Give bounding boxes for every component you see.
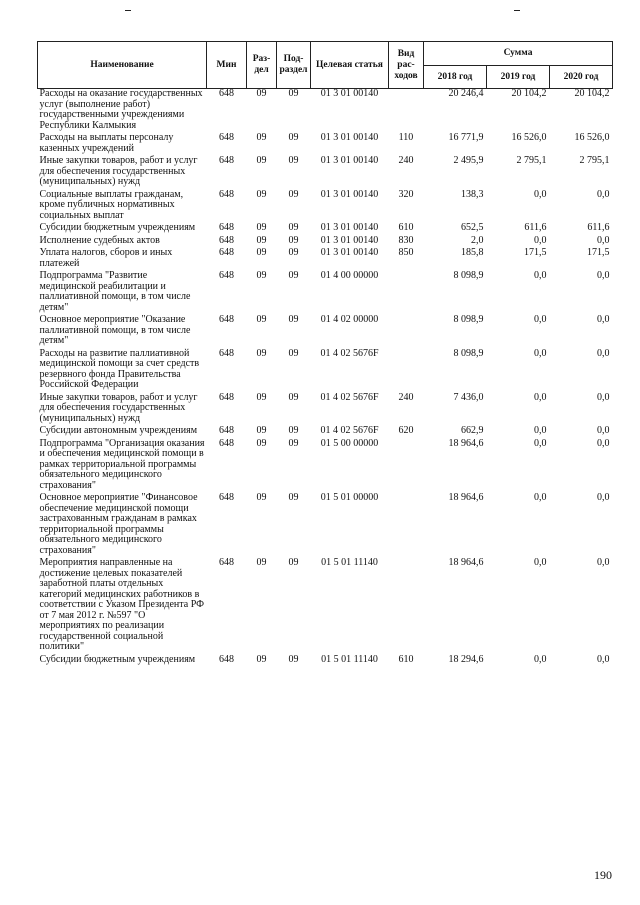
- row-name: Мероприятия направленные на достижение целевых показателей заработной платы отдельных категорий медицинских работников в соответствии с Указом Президента РФ от 7 мая 2012 г. №597 "О мероприятиях по реализации государственной социальной политики": [39, 557, 205, 652]
- row-name: Расходы на выплаты персоналу казенных учреждений: [39, 132, 174, 154]
- row-min: 648: [219, 132, 234, 143]
- table-row: [38, 349, 613, 393]
- top-mark-left: [125, 10, 131, 11]
- row-podrazdel: 09: [288, 314, 299, 325]
- row-vid-rashodov: [389, 439, 424, 494]
- row-razdel: 09: [256, 653, 267, 665]
- row-razdel: 09: [256, 492, 267, 503]
- row-tselevaya-statya: 01 4 02 00000: [320, 314, 379, 325]
- row-sum-2020: 2 795,1: [579, 155, 610, 166]
- header-vid-rashodov: Вид рас-ходов: [389, 42, 424, 89]
- row-sum-2019: 611,6: [524, 222, 547, 233]
- row-sum-2019: 0,0: [534, 188, 547, 200]
- header-summa: Сумма: [424, 42, 613, 66]
- row-tselevaya-statya: 01 3 01 00140: [320, 155, 379, 166]
- row-min: 648: [219, 425, 234, 436]
- row-podrazdel: 09: [288, 234, 299, 246]
- row-podrazdel: 09: [288, 132, 299, 143]
- row-razdel: 09: [256, 155, 267, 166]
- row-sum-2019: 171,5: [524, 247, 547, 258]
- row-razdel: 09: [256, 347, 267, 359]
- row-tselevaya-statya: 01 3 01 00140: [320, 188, 379, 200]
- header-tselevaya-statya: Целевая статья: [311, 42, 389, 89]
- row-sum-2018: 18 964,6: [448, 557, 484, 568]
- header-razdel: Раз-дел: [247, 42, 277, 89]
- header-year-2019: 2019 год: [487, 66, 550, 89]
- row-tselevaya-statya: 01 4 00 00000: [320, 270, 379, 281]
- table-row: [38, 271, 613, 315]
- header-min: Мин: [207, 42, 247, 89]
- row-vid-rashodov: 110: [398, 132, 414, 143]
- row-tselevaya-statya: 01 3 01 00140: [320, 222, 379, 233]
- row-sum-2020: 611,6: [587, 222, 610, 233]
- table-row: [38, 655, 613, 668]
- row-sum-2019: 16 526,0: [511, 132, 547, 143]
- row-sum-2018: 7 436,0: [453, 391, 484, 403]
- row-vid-rashodov: [389, 558, 424, 655]
- row-podrazdel: 09: [288, 437, 299, 449]
- row-tselevaya-statya: 01 5 01 00000: [320, 492, 379, 503]
- row-sum-2019: 0,0: [534, 557, 547, 568]
- row-tselevaya-statya: 01 4 02 5676F: [320, 347, 379, 359]
- row-sum-2020: 0,0: [597, 270, 610, 281]
- row-razdel: 09: [256, 234, 267, 246]
- row-sum-2019: 2 795,1: [516, 155, 547, 166]
- row-podrazdel: 09: [288, 188, 299, 200]
- row-sum-2019: 0,0: [534, 314, 547, 325]
- row-sum-2018: 18 964,6: [448, 437, 484, 449]
- row-sum-2019: 0,0: [534, 437, 547, 449]
- table-row: [38, 248, 613, 271]
- row-podrazdel: 09: [288, 391, 299, 403]
- row-vid-rashodov: [389, 315, 424, 349]
- table-row: [38, 439, 613, 494]
- row-sum-2020: 0,0: [597, 314, 610, 325]
- row-sum-2018: 8 098,9: [453, 270, 484, 281]
- row-sum-2020: 0,0: [597, 557, 610, 568]
- row-sum-2019: 0,0: [534, 653, 547, 665]
- row-vid-rashodov: 850: [398, 247, 414, 258]
- row-vid-rashodov: 610: [398, 653, 414, 665]
- row-min: 648: [219, 557, 234, 568]
- row-sum-2018: 2 495,9: [453, 155, 484, 166]
- row-tselevaya-statya: 01 3 01 00140: [320, 247, 379, 258]
- row-razdel: 09: [256, 247, 267, 258]
- row-vid-rashodov: [389, 493, 424, 558]
- row-razdel: 09: [256, 314, 267, 325]
- row-min: 648: [219, 270, 234, 281]
- row-sum-2019: 0,0: [534, 492, 547, 503]
- page-number: 190: [594, 868, 612, 882]
- row-min: 648: [219, 314, 234, 325]
- row-sum-2019: 20 104,2: [511, 88, 547, 99]
- row-name: Основное мероприятие "Финансовое обеспечение медицинской помощи застрахованным гражданам в рамках территориальной программы обязательного медицинского страхования": [39, 492, 198, 556]
- row-tselevaya-statya: 01 4 02 5676F: [320, 425, 379, 436]
- table-row: [38, 223, 613, 236]
- budget-table: [37, 41, 613, 667]
- table-row: [38, 315, 613, 349]
- row-sum-2020: 20 104,2: [574, 88, 610, 99]
- row-sum-2019: 0,0: [534, 347, 547, 359]
- top-mark-right: [514, 10, 520, 11]
- row-tselevaya-statya: 01 3 01 00140: [320, 234, 379, 246]
- row-sum-2020: 0,0: [597, 492, 610, 503]
- row-podrazdel: 09: [288, 247, 299, 258]
- row-tselevaya-statya: 01 5 00 00000: [320, 437, 379, 449]
- table-row: [38, 190, 613, 224]
- table-body: [38, 89, 613, 668]
- row-razdel: 09: [256, 557, 267, 568]
- row-min: 648: [219, 88, 234, 99]
- table-row: [38, 156, 613, 190]
- row-sum-2018: 18 964,6: [448, 492, 484, 503]
- row-vid-rashodov: 620: [398, 425, 414, 436]
- header-year-2020: 2020 год: [550, 66, 613, 89]
- row-sum-2020: 0,0: [597, 347, 610, 359]
- row-min: 648: [219, 234, 234, 246]
- row-vid-rashodov: 610: [398, 222, 414, 233]
- row-sum-2019: 0,0: [534, 234, 547, 246]
- row-min: 648: [219, 188, 234, 200]
- row-name: Субсидии автономным учреждениям: [39, 425, 198, 436]
- row-min: 648: [219, 155, 234, 166]
- row-sum-2020: 0,0: [597, 188, 610, 200]
- row-podrazdel: 09: [288, 425, 299, 436]
- row-sum-2020: 0,0: [597, 437, 610, 449]
- row-razdel: 09: [256, 391, 267, 403]
- row-sum-2020: 0,0: [597, 425, 610, 436]
- row-sum-2020: 0,0: [597, 391, 610, 403]
- row-sum-2019: 0,0: [534, 270, 547, 281]
- header-name: Наименование: [38, 42, 207, 89]
- row-min: 648: [219, 247, 234, 258]
- row-name: Социальные выплаты гражданам, кроме публичных нормативных социальных выплат: [39, 188, 184, 221]
- row-podrazdel: 09: [288, 347, 299, 359]
- row-sum-2020: 0,0: [597, 234, 610, 246]
- row-vid-rashodov: 830: [398, 234, 414, 246]
- row-tselevaya-statya: 01 5 01 11140: [321, 557, 378, 568]
- row-sum-2019: 0,0: [534, 391, 547, 403]
- row-sum-2018: 2,0: [471, 234, 484, 246]
- table-row: [38, 426, 613, 439]
- header-year-2018: 2018 год: [424, 66, 487, 89]
- row-sum-2018: 185,8: [461, 247, 484, 258]
- row-name: Основное мероприятие "Оказание паллиативной помощи, в том числе детям": [39, 314, 191, 346]
- row-name: Иные закупки товаров, работ и услуг для обеспечения государственных (муниципальных) нужд: [39, 391, 198, 424]
- row-razdel: 09: [256, 88, 267, 99]
- row-min: 648: [219, 347, 234, 359]
- row-name: Подпрограмма "Развитие медицинской реабилитации и паллиативной помощи, в том числе детям": [39, 270, 191, 313]
- row-podrazdel: 09: [288, 222, 299, 233]
- row-podrazdel: 09: [288, 492, 299, 503]
- row-podrazdel: 09: [288, 653, 299, 665]
- row-podrazdel: 09: [288, 557, 299, 568]
- row-podrazdel: 09: [288, 270, 299, 281]
- row-name: Расходы на развитие паллиативной медицинской помощи за счет средств резервного фонда Правительства Российской Федерации: [39, 347, 200, 390]
- row-min: 648: [219, 653, 234, 665]
- row-vid-rashodov: [389, 271, 424, 315]
- row-tselevaya-statya: 01 3 01 00140: [320, 132, 379, 143]
- row-sum-2018: 662,9: [461, 425, 484, 436]
- row-name: Исполнение судебных актов: [39, 234, 160, 246]
- row-sum-2019: 0,0: [534, 425, 547, 436]
- row-sum-2018: 18 294,6: [448, 653, 484, 665]
- row-min: 648: [219, 222, 234, 233]
- row-sum-2018: 138,3: [461, 188, 484, 200]
- row-name: Расходы на оказание государственных услуг (выполнение работ) государственными учреждениями Республики Калмыкия: [39, 88, 203, 131]
- row-razdel: 09: [256, 188, 267, 200]
- table-row: [38, 133, 613, 156]
- row-name: Субсидии бюджетным учреждениям: [39, 653, 196, 665]
- row-min: 648: [219, 492, 234, 503]
- row-sum-2018: 20 246,4: [448, 88, 484, 99]
- row-sum-2018: 16 771,9: [448, 132, 484, 143]
- row-vid-rashodov: [389, 349, 424, 393]
- row-podrazdel: 09: [288, 88, 299, 99]
- table-row: [38, 393, 613, 427]
- row-vid-rashodov: [389, 89, 424, 134]
- row-sum-2018: 8 098,9: [453, 347, 484, 359]
- row-min: 648: [219, 391, 234, 403]
- row-razdel: 09: [256, 425, 267, 436]
- row-vid-rashodov: 240: [398, 391, 414, 403]
- table-row: [38, 558, 613, 655]
- row-razdel: 09: [256, 132, 267, 143]
- row-name: Подпрограмма "Организация оказания и обеспечения медицинской помощи в рамках территориальной программы обязательного медицинского страхования": [39, 437, 205, 491]
- row-razdel: 09: [256, 437, 267, 449]
- row-name: Субсидии бюджетным учреждениям: [39, 222, 196, 233]
- row-razdel: 09: [256, 270, 267, 281]
- table-row: [38, 493, 613, 558]
- row-sum-2020: 16 526,0: [574, 132, 610, 143]
- row-tselevaya-statya: 01 5 01 11140: [321, 653, 378, 665]
- row-podrazdel: 09: [288, 155, 299, 166]
- row-sum-2018: 8 098,9: [453, 314, 484, 325]
- row-sum-2020: 0,0: [597, 653, 610, 665]
- row-tselevaya-statya: 01 4 02 5676F: [320, 391, 379, 403]
- row-vid-rashodov: 240: [398, 155, 414, 166]
- row-name: Иные закупки товаров, работ и услуг для обеспечения государственных (муниципальных) нужд: [39, 155, 198, 187]
- header-podrazdel: Под-раздел: [277, 42, 311, 89]
- row-tselevaya-statya: 01 3 01 00140: [320, 88, 379, 99]
- row-sum-2020: 171,5: [587, 247, 610, 258]
- row-min: 648: [219, 437, 234, 449]
- table-row: [38, 89, 613, 134]
- row-name: Уплата налогов, сборов и иных платежей: [39, 247, 173, 269]
- row-vid-rashodov: 320: [398, 188, 414, 200]
- row-sum-2018: 652,5: [461, 222, 484, 233]
- row-razdel: 09: [256, 222, 267, 233]
